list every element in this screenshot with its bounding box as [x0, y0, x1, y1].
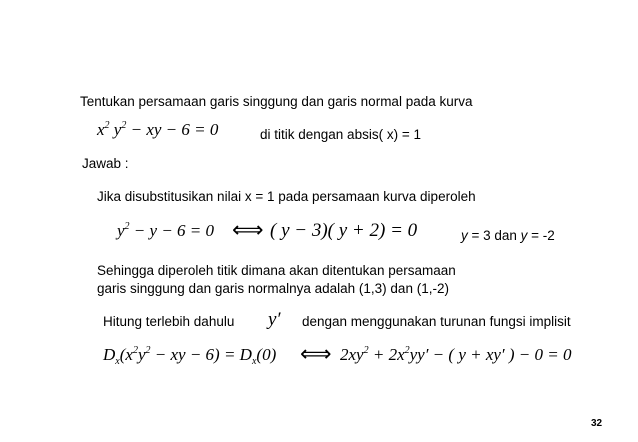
- roots-text: [461, 228, 555, 243]
- eq-y: y: [113, 120, 122, 139]
- rhs-b: + 2x: [368, 345, 405, 364]
- problem-statement: Tentukan persamaan garis singgung dan garis normal pada kurva: [80, 94, 473, 109]
- curve-equation: [97, 120, 218, 140]
- d-sub: x: [115, 356, 120, 367]
- eq-exp: 2: [104, 120, 110, 131]
- substitution-text: Jika disubstitusikan nilai x = 1 pada persamaan kurva diperoleh: [97, 189, 476, 204]
- implicit-rhs: [340, 345, 572, 365]
- points-line-1: Sehingga diperoleh titik dimana akan ditentukan persamaan: [97, 263, 456, 278]
- rhs-a: 2xy: [340, 345, 364, 364]
- at-point-text: di titik dengan absis( x) = 1: [260, 127, 421, 142]
- eq-exp: 2: [121, 120, 127, 131]
- root-y1: y: [461, 228, 468, 243]
- paren: (: [119, 345, 126, 364]
- eq-rest: − xy − 6 = 0: [126, 120, 219, 139]
- quad-y: y: [117, 221, 125, 240]
- root-eq2: = -2: [527, 228, 555, 243]
- root-eq1: = 3 dan: [467, 228, 521, 243]
- d-sub: x: [251, 356, 257, 367]
- quad-exp: 2: [124, 221, 130, 232]
- imp-exp: 2: [145, 345, 151, 356]
- rhs-exp: 2: [404, 345, 410, 356]
- eq-x: x: [97, 120, 105, 139]
- d-operator: D: [239, 345, 252, 364]
- quadratic-equation: [117, 221, 214, 241]
- root-y2: y: [520, 228, 528, 243]
- iff-arrow: ⟺: [232, 218, 264, 243]
- derivative-after: dengan menggunakan turunan fungsi implisit: [302, 314, 571, 329]
- points-line-2: garis singgung dan garis normalnya adalah (1,3) dan (1,-2): [97, 281, 449, 296]
- imp-mid: − xy − 6) =: [150, 345, 240, 364]
- imp-exp: 2: [132, 345, 138, 356]
- factored-equation: ( y − 3)( y + 2) = 0: [270, 220, 418, 241]
- imp-x: x: [125, 345, 133, 364]
- rhs-c: yy′ − ( y + xy′ ) − 0 = 0: [409, 345, 572, 364]
- page-number: 32: [591, 418, 603, 429]
- implicit-lhs: [103, 345, 276, 365]
- imp-tail: (0): [256, 345, 277, 364]
- derivative-before: Hitung terlebih dahulu: [103, 314, 235, 329]
- iff-arrow: ⟺: [300, 342, 332, 367]
- quad-rest: − y − 6 = 0: [129, 221, 215, 240]
- d-operator: D: [103, 345, 116, 364]
- imp-y: y: [137, 345, 146, 364]
- answer-label: Jawab :: [82, 156, 129, 171]
- rhs-exp: 2: [363, 345, 369, 356]
- derivative-symbol: y′: [268, 309, 281, 330]
